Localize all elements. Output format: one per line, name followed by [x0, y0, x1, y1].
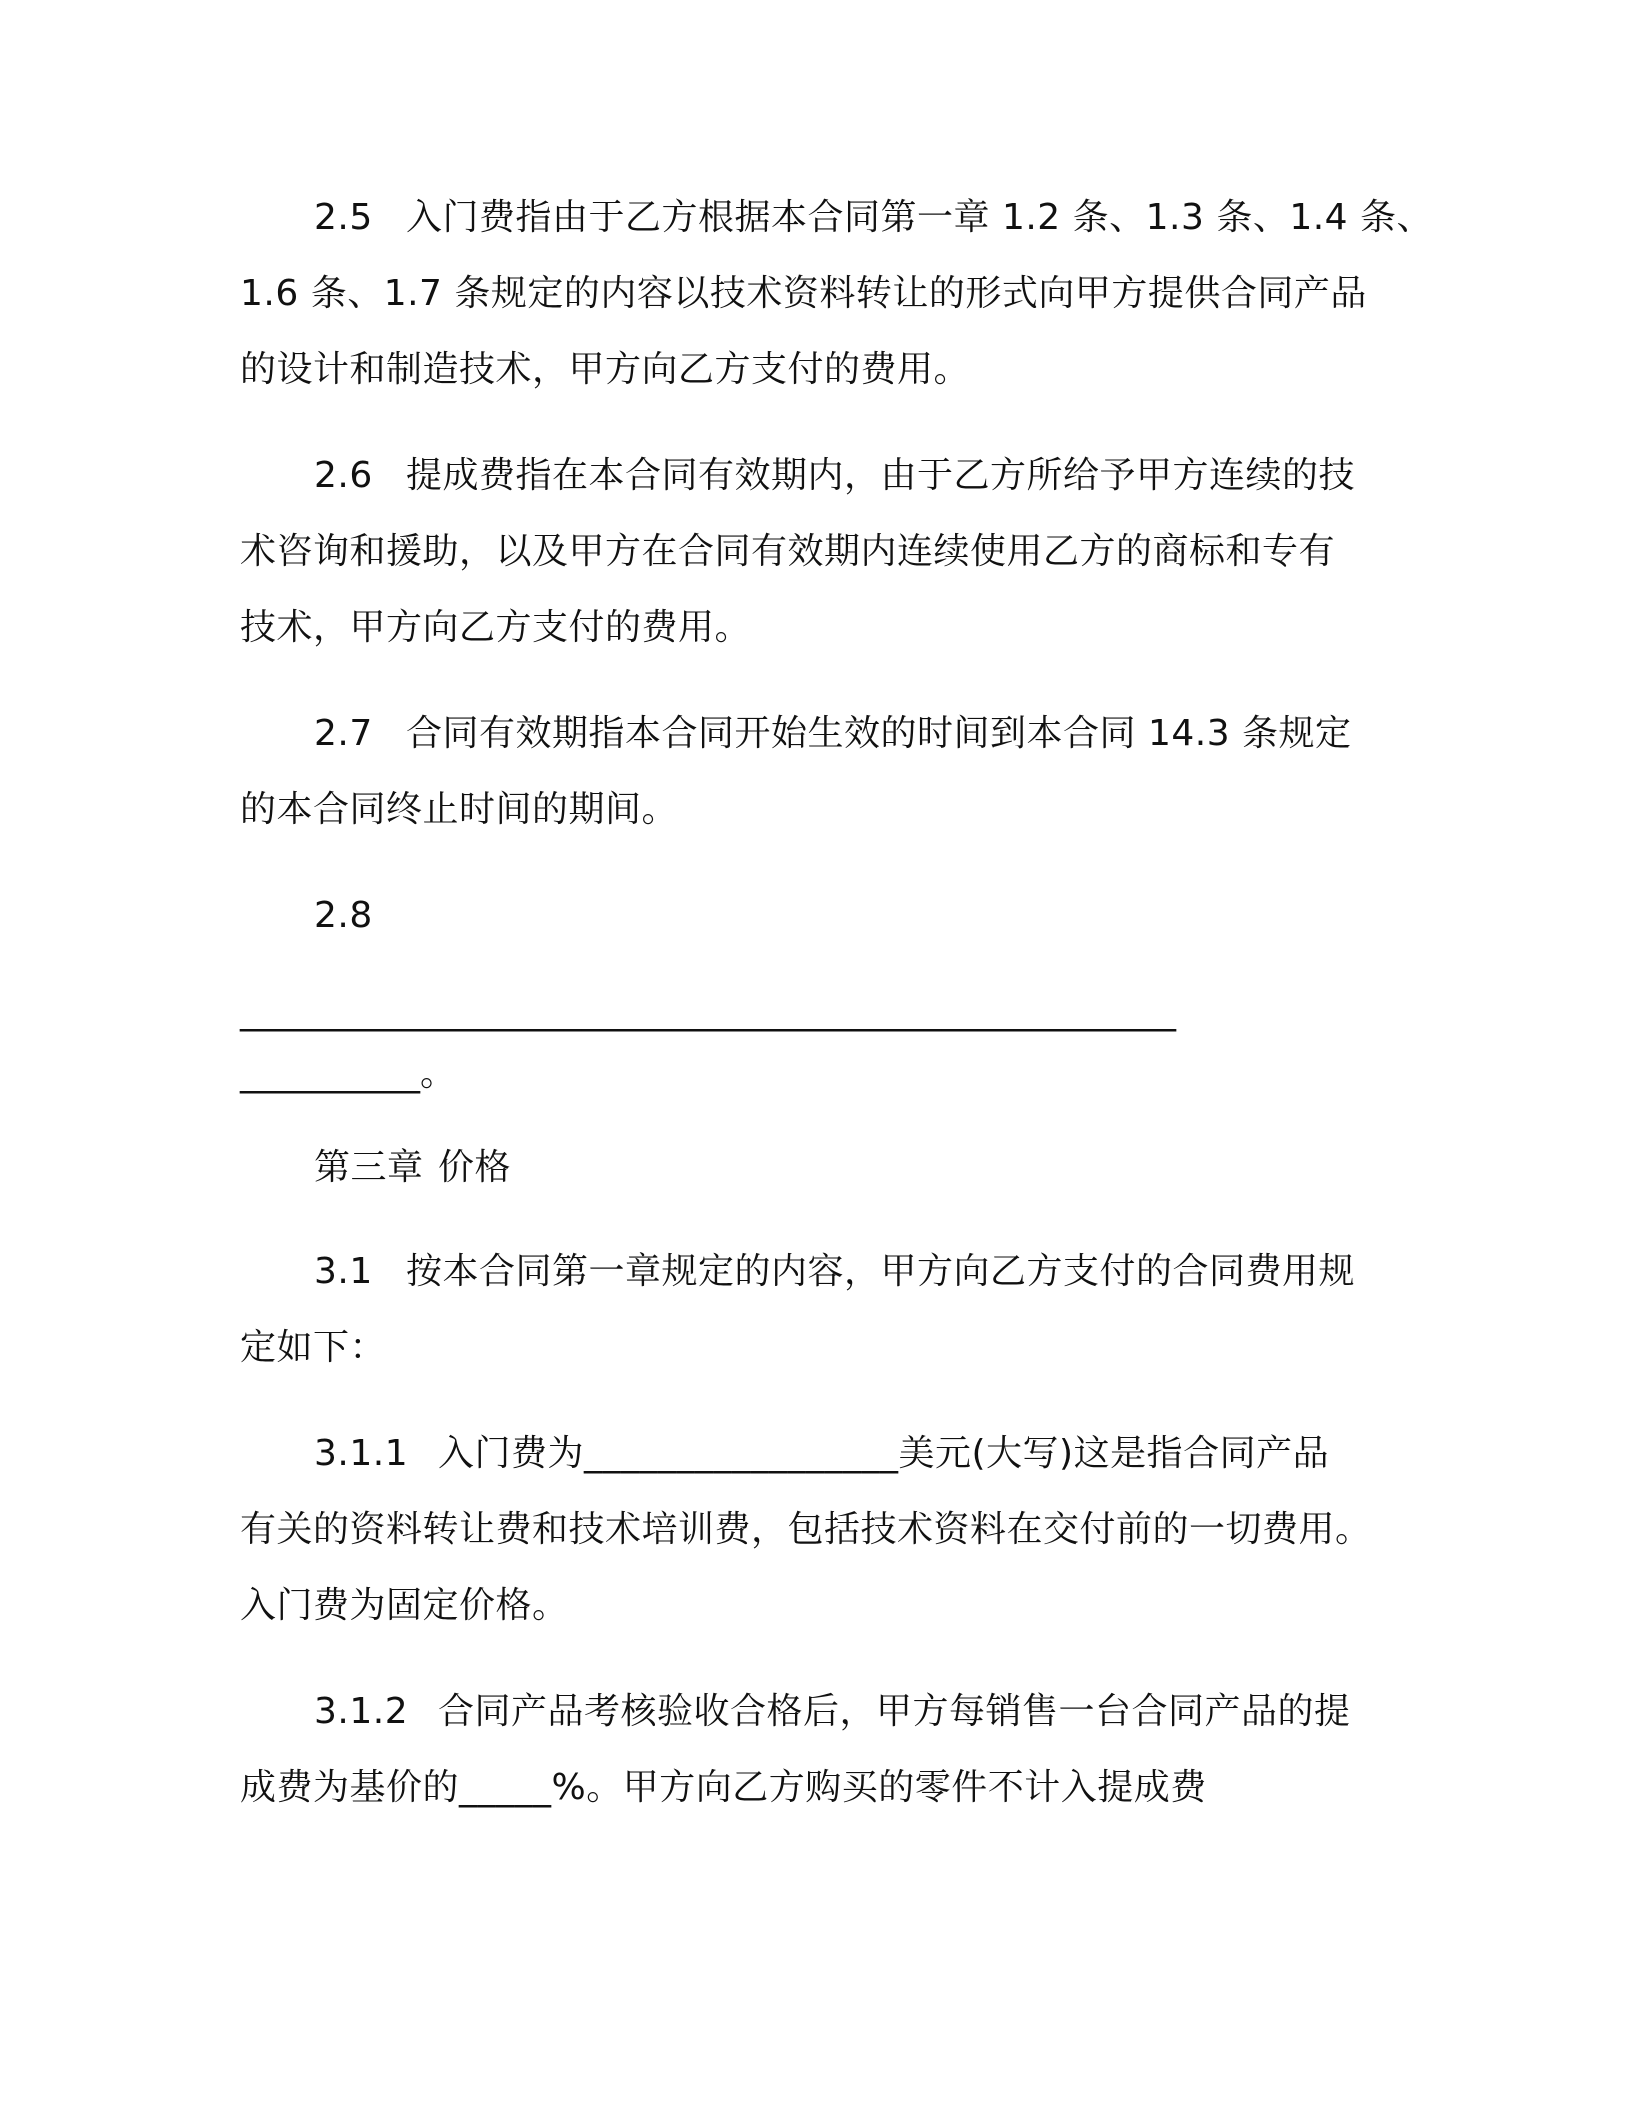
paragraph-2-6-line-3: 技术，甲方向乙方支付的费用。 [240, 607, 752, 648]
blank-fill-line-end: __________。 [240, 1053, 457, 1094]
paragraph-3-1-1-line-1 [314, 1432, 1329, 1476]
paragraph-3-1-line-2: 定如下： [240, 1327, 387, 1368]
paragraph-3-1-line-1 [314, 1250, 1355, 1294]
paragraph-3-1-1-line-3: 入门费为固定价格。 [240, 1585, 569, 1626]
clause-text: 入门费指由于乙方根据本合同第一章 1.2 条、1.3 条、1.4 条、 [406, 197, 1434, 238]
blank-fill-line: ____________________________________________________ [240, 991, 1176, 1032]
paragraph-2-5-line-2: 1.6 条、1.7 条规定的内容以技术资料转让的形式向甲方提供合同产品 [240, 273, 1367, 314]
paragraph-3-1-2-line-2: 成费为基价的_____%。甲方向乙方购买的零件不计入提成费 [240, 1767, 1207, 1808]
chapter-title: 价格 [438, 1147, 512, 1188]
clause-text: 合同有效期指本合同开始生效的时间到本合同 14.3 条规定 [406, 713, 1352, 754]
clause-number: 3.1.2 [314, 1691, 409, 1732]
chapter-heading [314, 1146, 511, 1190]
chapter-number: 第三章 [314, 1147, 424, 1188]
clause-text: 入门费为_________________美元(大写)这是指合同产品 [438, 1433, 1330, 1474]
clause-number: 2.5 [314, 197, 373, 238]
clause-text: 合同产品考核验收合格后，甲方每销售一台合同产品的提 [438, 1691, 1351, 1732]
paragraph-2-7-line-1 [314, 712, 1352, 756]
paragraph-2-6-line-1 [314, 454, 1355, 498]
paragraph-2-7-line-2: 的本合同终止时间的期间。 [240, 789, 679, 830]
clause-number: 3.1.1 [314, 1433, 409, 1474]
clause-number: 2.6 [314, 455, 373, 496]
paragraph-3-1-2-line-1 [314, 1690, 1351, 1734]
clause-number: 3.1 [314, 1251, 373, 1292]
clause-text: 按本合同第一章规定的内容，甲方向乙方支付的合同费用规 [406, 1251, 1356, 1292]
clause-text: 提成费指在本合同有效期内，由于乙方所给予甲方连续的技 [406, 455, 1356, 496]
paragraph-3-1-1-line-2: 有关的资料转让费和技术培训费，包括技术资料在交付前的一切费用。 [240, 1509, 1372, 1550]
paragraph-2-5-line-3: 的设计和制造技术，甲方向乙方支付的费用。 [240, 349, 971, 390]
paragraph-2-8-number: 2.8 [314, 895, 373, 936]
clause-number: 2.7 [314, 713, 373, 754]
paragraph-2-6-line-2: 术咨询和援助，以及甲方在合同有效期内连续使用乙方的商标和专有 [240, 531, 1336, 572]
paragraph-2-5-line-1 [314, 196, 1433, 240]
